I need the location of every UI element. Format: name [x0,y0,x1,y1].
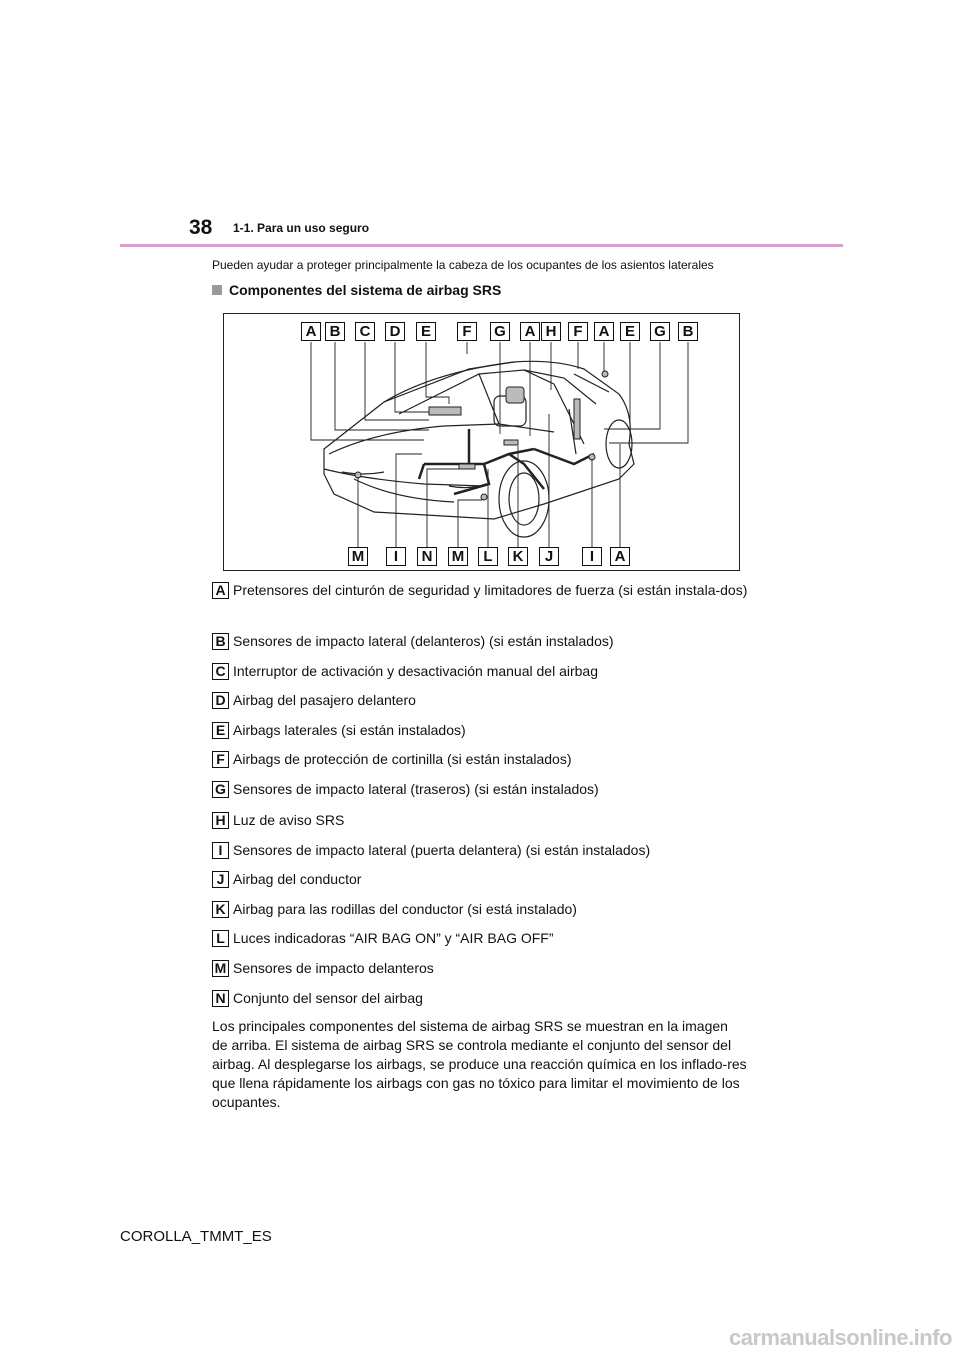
legend-key: C [212,663,229,680]
legend-item [212,781,748,800]
legend-text: Sensores de impacto lateral (traseros) (si están instalados) [233,781,599,797]
callout-bottom-j: J [539,547,559,566]
callout-bottom-i2: I [582,547,602,566]
callout-top-c: C [355,322,375,341]
legend-text: Conjunto del sensor del airbag [233,990,423,1006]
legend-key: K [212,901,229,918]
legend-key: D [212,692,229,709]
legend-key: B [212,633,229,650]
legend-text: Airbags laterales (si están instalados) [233,722,466,738]
legend-item [212,812,748,831]
legend-text: Airbags de protección de cortinilla (si están instalados) [233,751,572,767]
callout-top-f: F [457,322,477,341]
legend-item [212,842,748,861]
legend-text: Sensores de impacto delanteros [233,960,434,976]
legend-key: J [212,871,229,888]
legend-text: Airbag para las rodillas del conductor (si está instalado) [233,901,577,917]
legend-text: Pretensores del cinturón de seguridad y limitadores de fuerza (si están instala-dos) [233,582,748,598]
section-title-text: Componentes del sistema de airbag SRS [229,282,502,298]
legend-item [212,692,748,711]
legend-item [212,751,748,770]
legend-key: E [212,722,229,739]
legend-key: M [212,960,229,977]
page-number: 38 [189,216,213,239]
callout-bottom-m: M [348,547,368,566]
header-rule [120,244,843,247]
legend-item [212,990,748,1009]
callout-top-e: E [416,322,436,341]
body-paragraph: Los principales componentes del sistema de airbag SRS se muestran en la imagen de arriba. El sistema de airbag SRS se controla mediante el conjunto del sensor del airbag. Al desplegarse los airbags, se produce una reacción química en los inflado-res que llena rápidamente los airbags con gas no tóxico para limitar el movimiento de los ocupantes. [212,1018,747,1110]
callout-top-h: H [541,322,561,341]
callout-bottom-n: N [417,547,437,566]
square-bullet-icon [212,285,222,295]
legend-key: A [212,582,229,599]
section-title [212,282,501,298]
legend-item [212,722,748,741]
legend-key: F [212,751,229,768]
airbag-diagram [223,313,740,571]
legend-item [212,871,748,890]
callout-bottom-a: A [610,547,630,566]
legend-key: L [212,930,229,947]
callout-bottom-l: L [478,547,498,566]
callout-bottom-m2: M [448,547,468,566]
callout-top-b: B [325,322,345,341]
callout-top-e2: E [620,322,640,341]
legend-text: Luz de aviso SRS [233,812,345,828]
callout-top-a3: A [594,322,614,341]
watermark: carmanualsonline.info [729,1325,952,1350]
car-illustration [224,314,741,572]
legend-item [212,960,748,979]
callout-top-a: A [301,322,321,341]
legend-text: Airbag del pasajero delantero [233,692,416,708]
legend-text: Sensores de impacto lateral (puerta delantera) (si están instalados) [233,842,651,858]
legend-text: Interruptor de activación y desactivación manual del airbag [233,663,598,679]
callout-top-d: D [385,322,405,341]
legend-text: Luces indicadoras “AIR BAG ON” y “AIR BAG OFF” [233,930,554,946]
legend-item [212,663,748,682]
legend-item [212,582,748,601]
intro-text: Pueden ayudar a proteger principalmente la cabeza de los ocupantes de los asientos laterales [212,258,714,272]
callout-bottom-i: I [386,547,406,566]
legend-item [212,901,748,920]
legend-key: G [212,781,229,798]
callout-top-g: G [490,322,510,341]
legend-text: Sensores de impacto lateral (delanteros) (si están instalados) [233,633,614,649]
legend-key: I [212,842,229,859]
callout-top-g2: G [650,322,670,341]
legend-text: Airbag del conductor [233,871,362,887]
legend-item [212,633,748,652]
callout-top-b2: B [678,322,698,341]
callout-top-a2: A [520,322,540,341]
callout-top-f2: F [568,322,588,341]
footer-code: COROLLA_TMMT_ES [120,1228,272,1245]
legend-key: H [212,812,229,829]
legend-key: N [212,990,229,1007]
legend-item [212,930,748,949]
callout-bottom-k: K [508,547,528,566]
section-header: 1-1. Para un uso seguro [233,221,370,235]
